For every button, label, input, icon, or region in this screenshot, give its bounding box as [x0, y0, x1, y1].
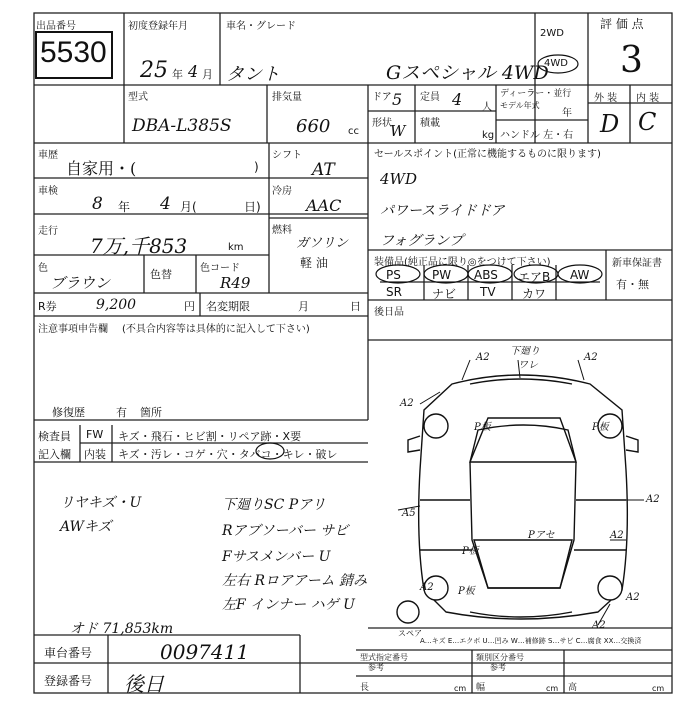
repair-suffix: 箇所	[140, 406, 162, 419]
damage-mark: A2	[646, 494, 660, 505]
damage-mark: P板	[592, 422, 609, 433]
odometer-note: オド 71,853km	[70, 621, 174, 637]
dealer-label: ディーラー・並行	[500, 89, 572, 99]
damage-mark: Pアセ	[528, 530, 555, 541]
ac-value: AAC	[306, 196, 342, 215]
registration-value: 後日	[124, 672, 164, 696]
inspection-month: 4	[160, 194, 171, 214]
ac-label: 冷房	[272, 186, 292, 197]
notes-hint: (不具合内容等は具体的に記入して下さい)	[122, 324, 310, 335]
repair-label: 修復歴	[52, 406, 85, 419]
kg-unit: kg	[482, 130, 495, 141]
inspector-label: 検査員	[38, 430, 71, 443]
usage-value: 自家用・(	[66, 159, 137, 178]
height-unit: cm	[652, 684, 665, 693]
ref-label: 参考	[368, 663, 384, 672]
name-change-label: 名変期限	[206, 300, 250, 313]
drive-2wd: 2WD	[540, 28, 564, 39]
inspector-label-2: 記入欄	[38, 448, 71, 461]
model-year-label: モデル年式	[500, 101, 540, 110]
recycle-yen-unit: 円	[184, 300, 195, 313]
doors: 5	[392, 90, 403, 109]
note-right: Rアブソーバー サビ	[222, 523, 349, 539]
color-label: 色	[38, 263, 48, 274]
cc-unit: cc	[348, 126, 359, 137]
displacement-label: 排気量	[272, 92, 302, 103]
ext-label: 外 装	[594, 93, 618, 104]
model-name: タント	[226, 64, 280, 85]
inspection-year: 8	[92, 194, 103, 214]
damage-mark: 下廻り	[510, 346, 540, 357]
name-change-day: 日	[350, 300, 361, 313]
fw-label: FW	[86, 428, 104, 441]
int-inspect-label: 内装	[84, 448, 106, 461]
sales-point-item: 4WD	[380, 170, 417, 188]
usage-label: 車歴	[38, 150, 58, 161]
inspection-label: 車検	[38, 186, 58, 197]
damage-mark: A5	[402, 508, 416, 519]
displacement: 660	[296, 116, 331, 137]
shift-label: シフト	[272, 150, 302, 161]
length-unit: cm	[454, 684, 467, 693]
capacity-unit: 人	[482, 102, 492, 113]
note-right: 左F インナー ハゲ U	[222, 597, 355, 613]
model-code: DBA-L385S	[132, 116, 232, 136]
damage-mark: A2	[584, 352, 598, 363]
inspection-month-unit: 月(	[180, 200, 197, 214]
damage-mark: ワレ	[518, 360, 538, 371]
equip-item: SR	[386, 285, 402, 299]
equip-item: AW	[570, 268, 590, 282]
capacity-label: 定員	[420, 92, 440, 103]
mileage-value: 7万,千853	[90, 234, 188, 258]
warranty-value: 有・無	[616, 278, 649, 291]
load-label: 積載	[420, 118, 440, 129]
equip-item: TV	[480, 285, 496, 299]
sales-points-label: セールスポイント(正常に機能するものに限ります)	[374, 149, 601, 160]
damage-mark: P板	[462, 546, 479, 557]
shift-value: AT	[312, 160, 335, 180]
width-label: 幅	[476, 683, 486, 693]
ext-grade: D	[600, 110, 620, 138]
damage-mark: A2	[592, 620, 606, 631]
recycle-label: R券	[38, 300, 57, 313]
note-right: 左右 Rロアアーム 錆み	[222, 573, 368, 589]
grade-label: 車名・グレード	[226, 21, 296, 32]
notes-label: 注意事項申告欄	[38, 324, 108, 335]
model-year-unit: 年	[562, 108, 572, 119]
month-unit: 月	[202, 68, 213, 81]
sales-point-item: フォグランプ	[380, 233, 464, 249]
equip-item: ナビ	[432, 287, 457, 301]
damage-mark: P板	[474, 422, 491, 433]
damage-mark: A2	[420, 582, 434, 593]
category-label: 類別区分番号	[476, 653, 524, 662]
damage-mark: A2	[610, 530, 624, 541]
chassis-value: 0097411	[160, 640, 250, 664]
inspection-year-unit: 年	[118, 200, 131, 214]
grade-score: 3	[620, 40, 643, 81]
color-value: ブラウン	[50, 274, 111, 292]
model-code-label: 型式	[128, 92, 148, 103]
note-left: リヤキズ・U	[60, 495, 142, 511]
color-code-label: 色コード	[200, 263, 240, 274]
recycle-value: 9,200	[96, 297, 137, 313]
damage-mark: A2	[400, 398, 414, 409]
damage-mark: A2	[626, 592, 640, 603]
color-change-label: 色替	[150, 268, 172, 281]
fuel-label: 燃料	[272, 225, 292, 236]
equip-item: PS	[386, 268, 401, 282]
grade-score-label: 評 価 点	[600, 17, 644, 31]
length-label: 長	[360, 683, 370, 693]
warranty-label: 新車保証書	[612, 258, 662, 269]
name-change-month: 月	[298, 300, 309, 313]
ref-label-2: 参考	[490, 663, 506, 672]
damage-legend: A…キズ E…エクボ U…凹み W…補修跡 S…サビ C…腐食 XX…交換済	[420, 637, 642, 645]
registration-label: 登録番号	[44, 674, 93, 688]
width-unit: cm	[546, 684, 559, 693]
equip-item: カワ	[522, 287, 547, 301]
mileage-label: 走行	[38, 226, 58, 237]
drive-4wd: 4WD	[544, 58, 568, 69]
grade-value: Gスペシャル 4WD	[386, 62, 549, 84]
fw-items: キズ・飛石・ヒビ割・リペア跡・X要	[118, 430, 302, 443]
handle-label: ハンドル 左・右	[500, 130, 574, 141]
year-unit: 年	[172, 68, 183, 81]
inspection-day-unit: 日)	[244, 200, 261, 214]
shape-label: 形状	[372, 118, 392, 129]
equipment-label: 装備品(純正品に限り◎をつけて下さい)	[374, 257, 551, 268]
height-label: 高	[568, 683, 578, 693]
color-code: R49	[220, 274, 251, 292]
km-unit: km	[228, 242, 244, 253]
int-grade: C	[638, 108, 657, 136]
int-items: キズ・汚レ・コゲ・穴・タバコ・キレ・破レ	[118, 448, 338, 461]
doors-label: ドア	[372, 92, 392, 103]
fuel-value: ガソリン	[296, 236, 349, 251]
usage-close: )	[254, 160, 259, 174]
damage-mark: A2	[476, 352, 490, 363]
diagram-header: 後日品	[374, 307, 404, 318]
damage-mark: P板	[458, 586, 475, 597]
designation-label: 型式指定番号	[360, 653, 408, 662]
note-right: 下廻りSC Pアリ	[222, 497, 326, 513]
equip-item: ABS	[474, 268, 498, 282]
fuel-option: 軽 油	[300, 256, 328, 270]
note-right: Fサスメンバー U	[222, 549, 331, 565]
first-reg-label: 初度登録年月	[128, 21, 188, 32]
note-left: AWキズ	[60, 519, 112, 535]
capacity: 4	[452, 90, 463, 109]
chassis-label: 車台番号	[44, 646, 93, 660]
shape: W	[390, 122, 406, 140]
int-label: 内 装	[636, 93, 660, 104]
first-reg-month: 4	[188, 62, 199, 81]
first-reg-year: 25	[140, 58, 168, 83]
equip-item: エアB	[518, 270, 551, 284]
sales-point-item: パワースライドドア	[380, 203, 505, 219]
repair-value: 有	[116, 406, 127, 419]
lot-label: 出品番号	[36, 21, 76, 32]
equip-item: PW	[432, 268, 452, 282]
spare-label: スペア	[398, 629, 422, 638]
lot-number: 5530	[40, 36, 107, 69]
